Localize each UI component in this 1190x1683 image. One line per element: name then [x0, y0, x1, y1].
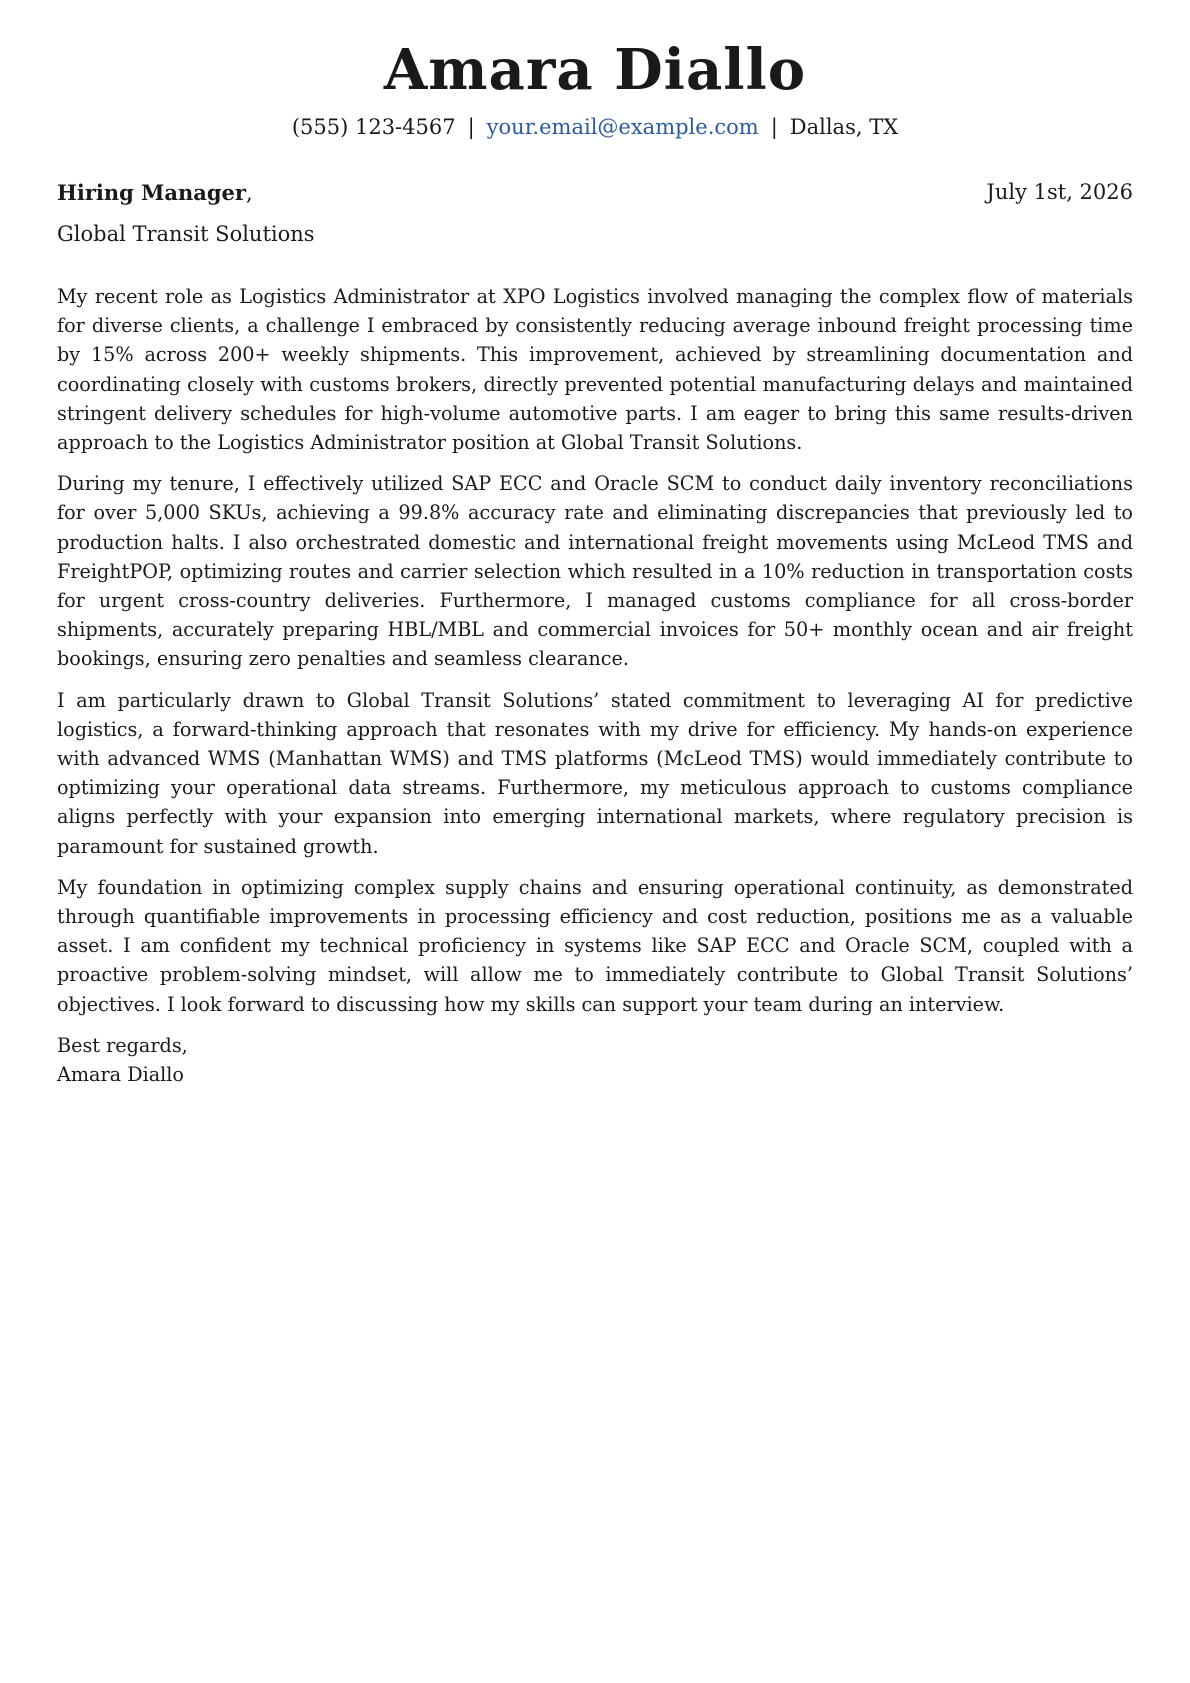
contact-line	[0, 115, 1190, 140]
letter-date: July 1st, 2026	[986, 180, 1133, 204]
body-paragraph-2: During my tenure, I effectively utilized SAP ECC and Oracle SCM to conduct daily inventory reconciliations for over 5,000 SKUs, achieving a 99.8% accuracy rate and eliminating discrepancies that previously led to production halts. I also orchestrated domestic and international freight movements using McLeod TMS and FreightPOP, optimizing routes and carrier selection which resulted in a 10% reduction in transportation costs for urgent cross-country deliveries. Furthermore, I managed customs compliance for all cross-border shipments, accurately preparing HBL/MBL and commercial invoices for 50+ monthly ocean and air freight bookings, ensuring zero penalties and seamless clearance.	[57, 472, 1133, 671]
email-link[interactable]: your.email@example.com	[486, 115, 759, 139]
contact-separator: |	[770, 115, 778, 139]
body-paragraph-1: My recent role as Logistics Administrator at XPO Logistics involved managing the complex flow of materials for diverse clients, a challenge I embraced by consistently reducing average inbound freight processing time by 15% across 200+ weekly shipments. This improvement, achieved by streamlining documentation and coordinating closely with customs brokers, directly prevented potential manufacturing delays and maintained stringent delivery schedules for high-volume automotive parts. I am eager to bring this same results-driven approach to the Logistics Administrator position at Global Transit Solutions.	[57, 285, 1133, 455]
phone-number: (555) 123-4567	[291, 115, 456, 139]
body-paragraph-4: My foundation in optimizing complex supply chains and ensuring operational continuity, as demonstrated through quantifiable improvements in processing efficiency and cost reduction, positions me as a valuable asset. I am confident my technical proficiency in systems like SAP ECC and Oracle SCM, coupled with a proactive problem-solving mindset, will allow me to immediately contribute to Global Transit Solutions’ objectives. I look forward to discussing how my skills can support your team during an interview.	[57, 875, 1133, 1016]
letter-body	[57, 282, 1133, 1089]
sign-off: Best regards,	[57, 1033, 188, 1057]
body-paragraph-3: I am particularly drawn to Global Transit Solutions’ stated commitment to leveraging AI for predictive logistics, a forward-thinking approach that resonates with my drive for efficiency. My hands-on experience with advanced WMS (Manhattan WMS) and TMS platforms (McLeod TMS) would immediately contribute to optimizing your operational data streams. Furthermore, my meticulous approach to customs compliance aligns perfectly with your expansion into emerging international markets, where regulatory precision is paramount for sustained growth.	[57, 688, 1133, 858]
recipient-name: Hiring Manager	[57, 180, 246, 205]
signature-name: Amara Diallo	[57, 1063, 184, 1087]
salutation	[57, 180, 253, 206]
location: Dallas, TX	[789, 115, 899, 139]
applicant-name: Amara Diallo	[383, 37, 807, 103]
recipient-company: Global Transit Solutions	[57, 222, 315, 246]
contact-separator: |	[467, 115, 475, 139]
salutation-punctuation: ,	[245, 181, 253, 205]
closing-block	[57, 1031, 1133, 1089]
